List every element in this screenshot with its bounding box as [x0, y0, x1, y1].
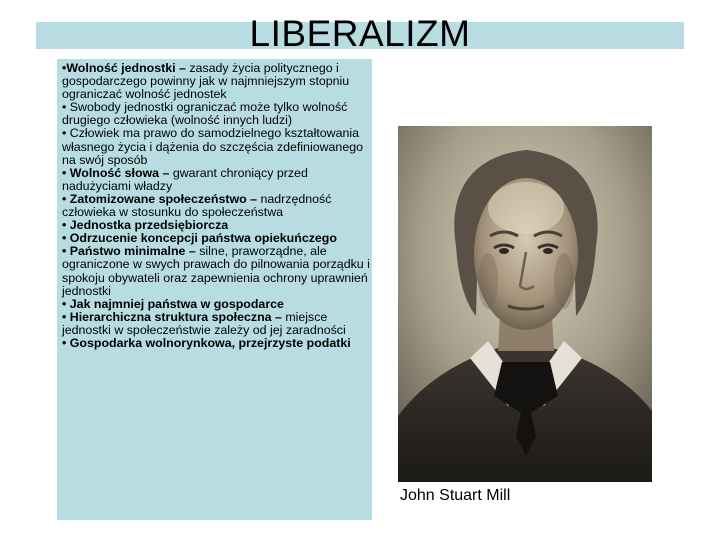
bullet-text: • Swobody jednostki ograniczać może tylko wolność drugiego człowieka (wolność innych ludzi) — [62, 100, 348, 128]
bullet-text: gwarant chroniący przed nadużyciami władzy — [62, 165, 308, 193]
portrait-photo — [398, 126, 652, 482]
bullet-heading: • Jednostka przedsiębiorcza — [62, 218, 229, 233]
bullet-heading: • Wolność słowa – — [62, 165, 173, 180]
bullet-text: miejsce jednostki w społeczeństwie zależy od jej zaradności — [62, 309, 346, 337]
bullet-heading: •Wolność jednostki – — [62, 61, 190, 75]
bullet-item — [62, 101, 370, 127]
bullet-heading: • Gospodarka wolnorynkowa, przejrzyste podatki — [62, 335, 351, 350]
bullet-list — [62, 62, 370, 350]
bullet-text: nadrzędność człowieka w stosunku do społeczeństwa — [62, 191, 332, 220]
bullet-item — [62, 62, 370, 101]
bullet-heading: • Państwo minimalne – — [62, 244, 200, 259]
portrait-caption: John Stuart Mill — [400, 487, 511, 504]
bullet-heading: • Zatomizowane społeczeństwo – — [62, 191, 261, 206]
bullet-item — [62, 245, 370, 297]
bullet-item — [62, 337, 370, 350]
bullet-item — [62, 311, 370, 337]
bullet-text: zasady życia politycznego i gospodarczego powinny jak w najmniejszym stopniu ograniczać wolność jednostek — [62, 61, 350, 102]
bullet-item — [62, 167, 370, 193]
bullet-item — [62, 193, 370, 219]
bullet-item — [62, 127, 370, 166]
slide-title: LIBERALIZM — [249, 13, 471, 54]
bullet-heading: • Jak najmniej państwa w gospodarce — [62, 296, 284, 311]
bullet-text: • Człowiek ma prawo do samodzielnego kształtowania własnego życia i dążenia do szczęścia zdefiniowanego na swój sposób — [62, 126, 363, 167]
bullet-heading: • Odrzucenie koncepcji państwa opiekuńczego — [62, 231, 337, 246]
bullet-heading: • Hierarchiczna struktura społeczna – — [62, 309, 286, 324]
bullet-text: silne, praworządne, ale ograniczone w swych prawach do pilnowania porządku i spokoju obywateli oraz zapewnienia ochrony uprawnień jednostki — [62, 244, 370, 298]
